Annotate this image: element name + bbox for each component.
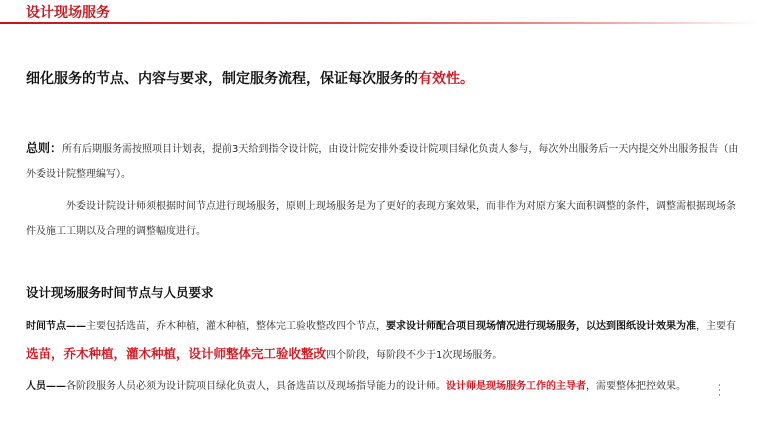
headline-text: 细化服务的节点、内容与要求，制定服务流程，保证每次服务的 xyxy=(26,71,418,87)
title-divider xyxy=(0,22,760,24)
personnel-text-1: 各阶段服务人员必须为设计院项目绿化负责人，具备选苗以及现场指导能力的设计师。 xyxy=(66,381,446,392)
time-nodes-paragraph xyxy=(26,313,740,369)
time-nodes-text-1: 主要包括选苗，乔木种植，灌木种植，整体完工验收整改四个节点， xyxy=(86,321,386,332)
time-nodes-lead: 时间节点—— xyxy=(26,321,86,332)
time-nodes-text-2: ，主要有 xyxy=(696,321,736,332)
headline-highlight: 有效性。 xyxy=(418,71,474,87)
time-nodes-requirement: 要求设计师配合项目现场情况进行现场服务，以达到图纸设计效果为准 xyxy=(386,321,696,332)
personnel-highlight: 设计师是现场服务工作的主导者 xyxy=(446,381,586,392)
time-nodes-stages: 选苗，乔木种植，灌木种植，设计师整体完工验收整改 xyxy=(26,346,327,361)
dotted-mark xyxy=(719,384,721,396)
paragraph-2: 外委设计院设计师须根据时间节点进行现场服务，原则上现场服务是为了更好的表现方案效果，而非作为对原方案大面积调整的条件，调整需根据现场条件及施工工期以及合理的调整幅度进行。 xyxy=(26,201,736,237)
personnel-lead: 人员—— xyxy=(26,381,66,392)
headline xyxy=(26,68,474,88)
section-subheading: 设计现场服务时间节点与人员要求 xyxy=(26,285,214,300)
slide-title: 设计现场服务 xyxy=(26,5,110,21)
time-nodes-text-3: 四个阶段，每阶段不少于1次现场服务。 xyxy=(326,350,503,361)
general-lead: 总则： xyxy=(26,141,63,155)
personnel-paragraph xyxy=(26,373,740,400)
general-principle xyxy=(26,136,740,187)
personnel-text-2: ，需要整体把控效果。 xyxy=(586,381,686,392)
general-text: 所有后期服务需按照项目计划表，提前3天给到指令设计院，由设计院安排外委设计院项目绿化负责人参与，每次外出服务后一天内提交外出服务报告（由外委设计院整理编写）。 xyxy=(26,144,739,180)
